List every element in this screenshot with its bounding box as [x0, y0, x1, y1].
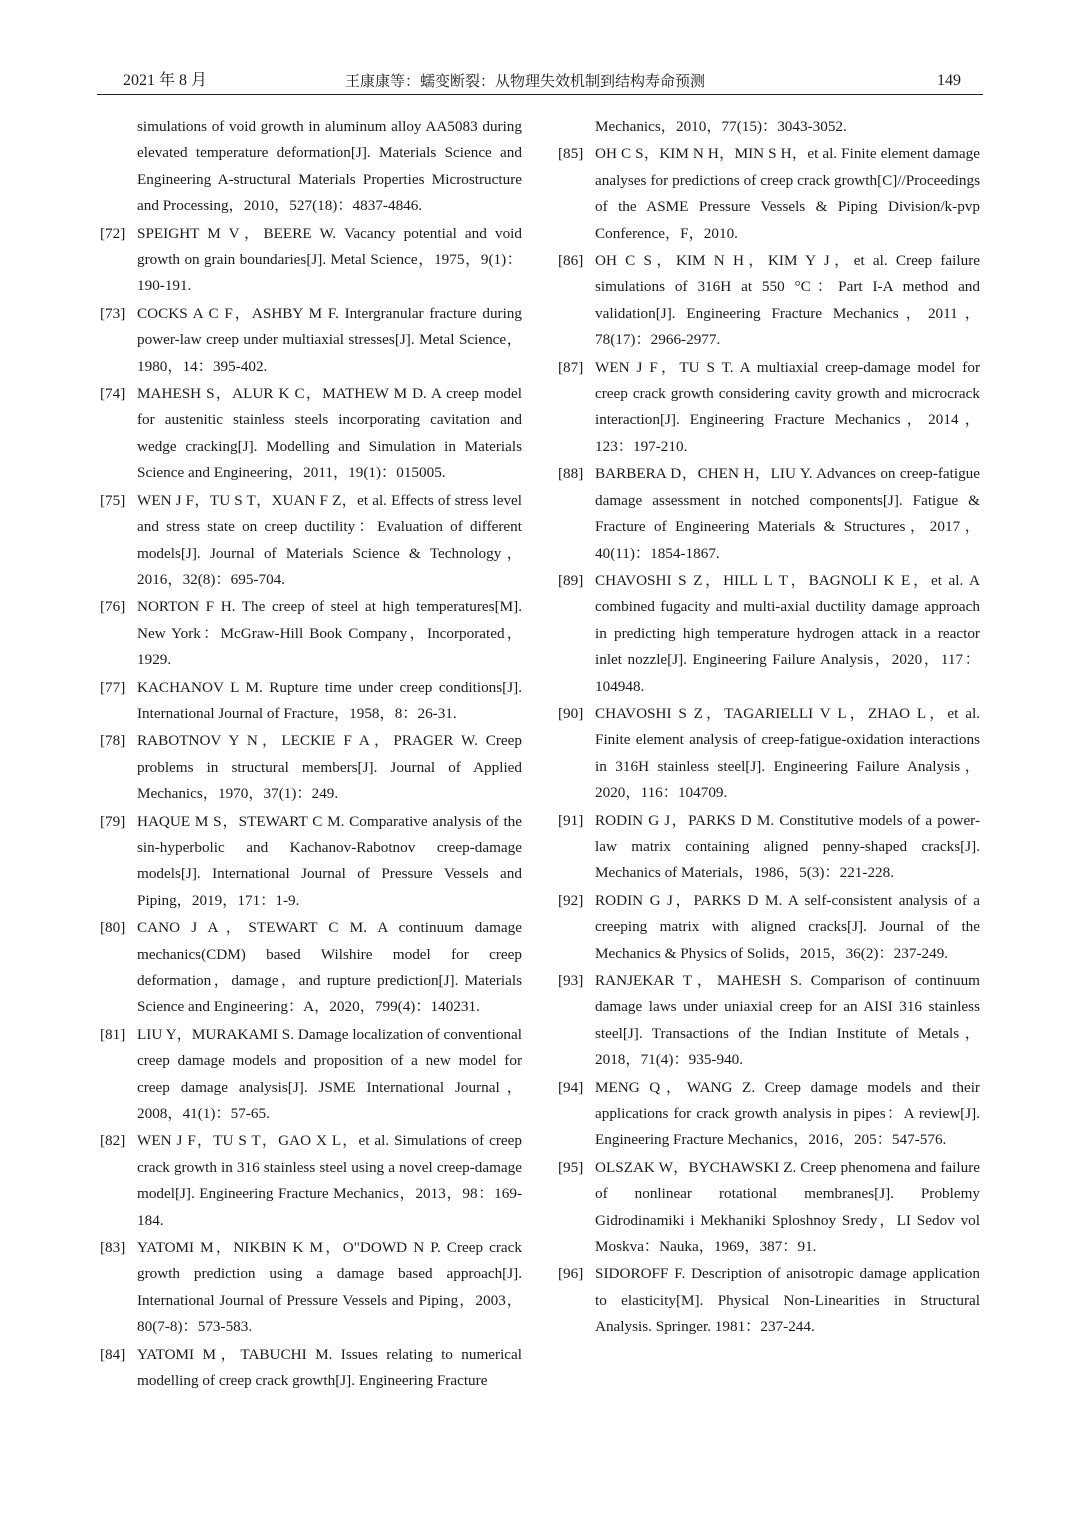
reference-number: [77] [100, 678, 126, 696]
reference-text: SPEIGHT M V，BEERE W. Vacancy potential and void growth on grain boundaries[J]. Metal Science，1975，9(1)：190-191. [137, 224, 522, 295]
reference-entry [555, 248, 980, 354]
reference-entry [97, 594, 522, 673]
reference-text: CHAVOSHI S Z，HILL L T，BAGNOLI K E，et al. A combined fugacity and multi-axial ductility damage approach in predicting high temperature hydrogen attack in a reactor inlet nozzle[J]. Engineering Failure Analysis，2020，117：104948. [595, 571, 980, 695]
header-rule [97, 94, 983, 95]
reference-text: HAQUE M S，STEWART C M. Comparative analysis of the sin-hyperbolic and Kachanov-Rabotnov creep-damage models[J]. International Journal of Pressure Vessels and Piping，2019，171：1-9. [137, 812, 522, 909]
reference-text: SIDOROFF F. Description of anisotropic damage application to elasticity[M]. Physical Non-Linearities in Structural Analysis. Springer. 1981：237-244. [595, 1265, 980, 1336]
reference-entry [97, 675, 522, 728]
left-reference-column [97, 114, 522, 1396]
reference-number: [79] [100, 812, 126, 830]
reference-entry [555, 1261, 980, 1340]
reference-entry [555, 141, 980, 247]
reference-entry [97, 301, 522, 380]
reference-text: simulations of void growth in aluminum alloy AA5083 during elevated temperature deformation[J]. Materials Science and Engineering A-structural Materials Properties Microstructure and Processing，2010，527(18)：4837-4846. [137, 118, 522, 215]
reference-text: MENG Q，WANG Z. Creep damage models and their applications for crack growth analysis in pipes：A review[J]. Engineering Fracture Mechanics，2016，205：547-576. [595, 1078, 980, 1149]
reference-number: [89] [558, 571, 584, 589]
reference-text: BARBERA D，CHEN H，LIU Y. Advances on creep-fatigue damage assessment in notched components[J]. Fatigue & Fracture of Engineering Materials & Structures，2017，40(11)：1854-1867. [595, 465, 980, 562]
reference-text: KACHANOV L M. Rupture time under creep conditions[J]. International Journal of Fracture，1958，8：26-31. [137, 678, 522, 722]
reference-number: [73] [100, 304, 126, 322]
reference-text: WEN J F，TU S T，GAO X L，et al. Simulations of creep crack growth in 316 stainless steel using a novel creep-damage model[J]. Engineering Fracture Mechanics，2013，98：169-184. [137, 1132, 522, 1229]
reference-text: LIU Y，MURAKAMI S. Damage localization of conventional creep damage models and proposition of a new model for creep damage analysis[J]. JSME International Journal，2008，41(1)：57-65. [137, 1025, 522, 1123]
reference-text: RODIN G J，PARKS D M. A self-consistent analysis of a creeping matrix with aligned cracks[J]. Journal of the Mechanics & Physics of Solids，2015，36(2)：237-249. [595, 891, 980, 962]
reference-text: Mechanics，2010，77(15)：3043-3052. [595, 118, 847, 135]
reference-number: [75] [100, 491, 126, 509]
reference-entry [97, 809, 522, 915]
right-reference-column [555, 114, 980, 1342]
reference-number: [80] [100, 919, 126, 937]
reference-number: [86] [558, 252, 584, 270]
reference-entry [97, 1022, 522, 1128]
reference-text: YATOMI M，NIKBIN K M，O"DOWD N P. Creep crack growth prediction using a damage based approach[J]. International Journal of Pressure Vessels and Piping，2003，80(7-8)：573-583. [137, 1239, 522, 1336]
reference-entry [555, 968, 980, 1074]
header-title: 王康康等：蠕变断裂：从物理失效机制到结构寿命预测 [345, 72, 706, 90]
running-header [97, 69, 983, 93]
reference-number: [96] [558, 1265, 584, 1283]
reference-entry [555, 355, 980, 461]
reference-number: [83] [100, 1239, 126, 1257]
reference-text: RODIN G J，PARKS D M. Constitutive models of a power-law matrix containing aligned penny-shaped cracks[J]. Mechanics of Materials，1986，5(3)：221-228. [595, 811, 980, 882]
reference-text: OH C S，KIM N H，MIN S H，et al. Finite element damage analyses for predictions of creep crack growth[C]//Proceedings of the ASME Pressure Vessels & Piping Division/k-pvp Conference，F，2010. [595, 145, 980, 242]
reference-number: [92] [558, 891, 584, 909]
reference-number: [72] [100, 224, 126, 242]
reference-text: WEN J F，TU S T，XUAN F Z，et al. Effects of stress level and stress state on creep ductility：Evaluation of different models[J]. Journal of Materials Science & Technology，2016，32(8)：695-704. [137, 491, 522, 588]
reference-text: OLSZAK W，BYCHAWSKI Z. Creep phenomena and failure of nonlinear rotational membranes[J]. Problemy Gidrodinamiki i Mekhaniki Sploshnoy Sredy，LI Sedov vol Moskva：Nauka，1969，387：91. [595, 1158, 980, 1256]
reference-text: WEN J F，TU S T. A multiaxial creep-damage model for creep crack growth considering cavity growth and microcrack interaction[J]. Engineering Fracture Mechanics，2014，123：197-210. [595, 358, 980, 455]
reference-number: [88] [558, 465, 584, 483]
reference-entry [97, 114, 522, 220]
reference-entry [97, 728, 522, 807]
reference-entry [555, 701, 980, 807]
reference-number: [81] [100, 1025, 126, 1043]
reference-number: [93] [558, 972, 584, 989]
reference-entry [555, 888, 980, 967]
reference-entry [97, 1235, 522, 1341]
reference-entry [97, 1128, 522, 1234]
reference-text: CANO J A，STEWART C M. A continuum damage mechanics(CDM) based Wilshire model for creep deformation，damage，and rupture prediction[J]. Materials Science and Engineering：A，2020，799(4)：140231. [137, 919, 522, 1016]
reference-text: YATOMI M，TABUCHI M. Issues relating to numerical modelling of creep crack growth[J]. Engineering Fracture [137, 1345, 522, 1390]
reference-entry [97, 915, 522, 1021]
reference-number: [85] [558, 145, 584, 163]
reference-entry [97, 221, 522, 300]
reference-entry [555, 1155, 980, 1261]
reference-entry [555, 1075, 980, 1154]
reference-text: RANJEKAR T，MAHESH S. Comparison of continuum damage laws under uniaxial creep for an AISI 316 stainless steel[J]. Transactions of the Indian Institute of Metals，2018，71(4)：935-940. [595, 972, 980, 1069]
reference-number: [94] [558, 1078, 584, 1096]
reference-text: OH C S，KIM N H，KIM Y J，et al. Creep failure simulations of 316H at 550 °C：Part I-A method and validation[J]. Engineering Fracture Mechanics，2011，78(17)：2966-2977. [595, 252, 980, 349]
reference-number: [91] [558, 811, 584, 829]
reference-text: COCKS A C F，ASHBY M F. Intergranular fracture during power-law creep under multiaxial stresses[J]. Metal Science，1980，14：395-402. [137, 304, 522, 375]
reference-entry [555, 568, 980, 700]
reference-entry [555, 461, 980, 567]
reference-number: [82] [100, 1132, 126, 1150]
reference-number: [90] [558, 704, 584, 722]
reference-number: [78] [100, 732, 126, 750]
reference-text: CHAVOSHI S Z，TAGARIELLI V L，ZHAO L，et al. Finite element analysis of creep-fatigue-oxidation interactions in 316H stainless steel[J]. Engineering Failure Analysis，2020，116：104709. [595, 704, 980, 802]
reference-text: MAHESH S，ALUR K C，MATHEW M D. A creep model for austenitic stainless steels incorporating cavitation and wedge cracking[J]. Modelling and Simulation in Materials Science and Engineering，2011，19(1)：015005. [137, 385, 522, 482]
reference-number: [87] [558, 358, 584, 376]
reference-entry [555, 114, 980, 140]
reference-number: [74] [100, 385, 126, 403]
reference-text: NORTON F H. The creep of steel at high temperatures[M]. New York：McGraw-Hill Book Company，Incorporated，1929. [137, 598, 522, 669]
reference-number: [84] [100, 1345, 126, 1363]
page-number: 149 [937, 72, 961, 89]
reference-entry [97, 488, 522, 594]
reference-entry [555, 808, 980, 887]
reference-number: [76] [100, 598, 126, 616]
reference-entry [97, 1342, 522, 1395]
reference-entry [97, 381, 522, 487]
header-date: 2021 年 8 月 [123, 72, 208, 89]
reference-text: RABOTNOV Y N，LECKIE F A，PRAGER W. Creep problems in structural members[J]. Journal of Applied Mechanics，1970，37(1)：249. [137, 732, 522, 803]
reference-number: [95] [558, 1158, 584, 1176]
